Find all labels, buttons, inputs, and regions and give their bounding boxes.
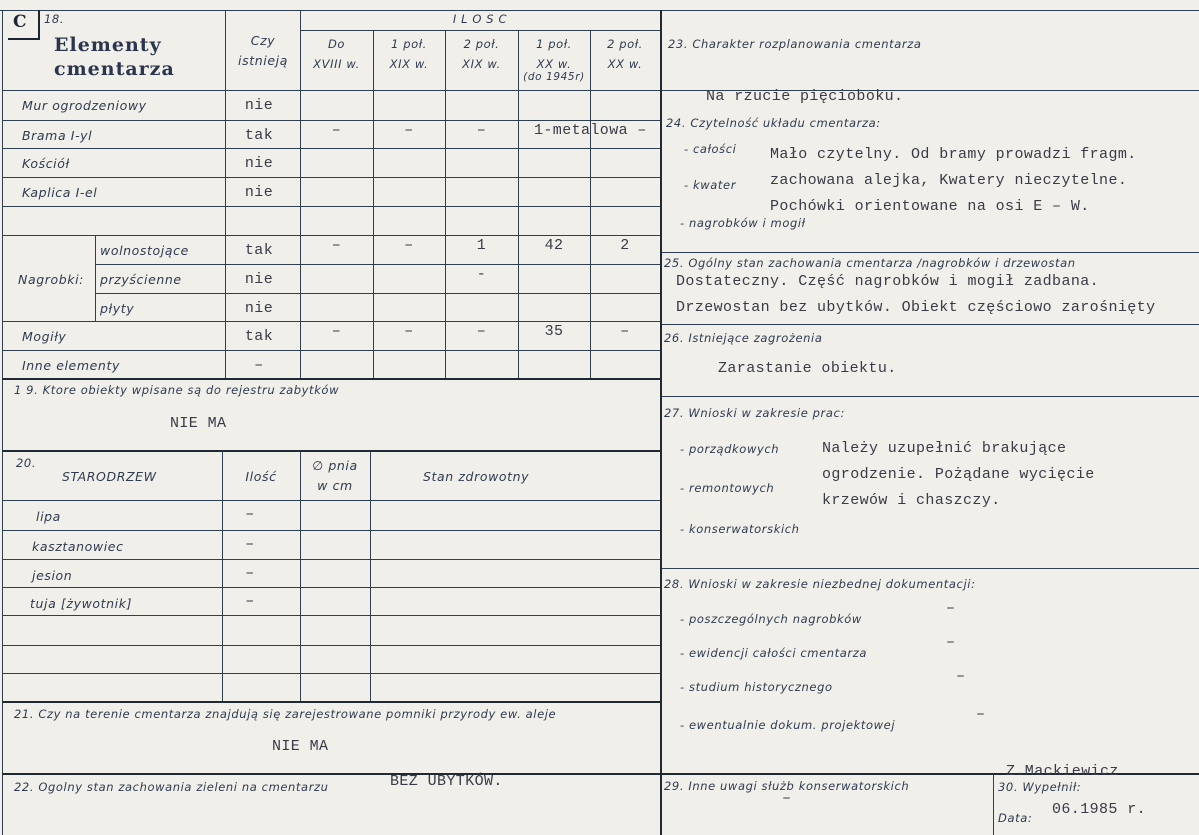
element-row-label: Mogiły	[22, 329, 67, 344]
sec19-label: 1 9. Ktore obiekty wpisane są do rejestru zabytków	[14, 383, 340, 397]
section-line	[2, 701, 660, 703]
period-header-line2: XIX w.	[462, 57, 501, 71]
period-header-line1: 1 poł.	[391, 37, 427, 51]
tree-ilosc: –	[245, 506, 255, 523]
documentation-item-label: - ewidencji całości cmentarza	[680, 646, 868, 660]
sec18-title-line2: cmentarza	[54, 58, 175, 80]
right-section-line	[662, 324, 1199, 325]
row-line	[2, 559, 660, 560]
col-ilosc: Ilość	[245, 469, 277, 484]
row-line	[2, 673, 660, 674]
element-row-value: –	[404, 237, 414, 254]
col-starodrzew: STARODRZEW	[62, 469, 157, 484]
sec20-number: 20.	[16, 456, 37, 470]
right-section-line	[662, 568, 1199, 569]
period-header-line1: Do	[327, 37, 346, 51]
sec26-value: Zarastanie obiektu.	[718, 360, 897, 377]
row-line	[2, 90, 660, 91]
sec30-date-label: Data:	[998, 811, 1033, 825]
sec25-label: 25. Ogólny stan zachowania cmentarza /nagrobków i drzewostan	[664, 256, 1076, 270]
sec26-label: 26. Istniejące zagrożenia	[664, 331, 823, 345]
element-row-value: –	[331, 122, 342, 139]
element-row-label: wolnostojące	[100, 243, 189, 258]
sec21-value: NIE MA	[272, 738, 329, 755]
element-row-label: Kościół	[22, 156, 70, 171]
period-header-line1: 2 poł.	[607, 37, 643, 51]
tree-name: kasztanowiec	[32, 539, 124, 554]
tree-ilosc: –	[245, 593, 255, 610]
element-row-exists: nie	[244, 271, 274, 288]
sec30-name: Z.Mackiewicz	[1006, 763, 1119, 780]
sec18-title-line1: Elementy	[54, 34, 162, 56]
element-row-value: –	[404, 122, 414, 139]
sec24-label: 24. Czytelność układu cmentarza:	[666, 116, 881, 130]
ilosc-header: I L O S C	[452, 12, 508, 26]
row-line	[2, 500, 660, 501]
period-header-line2: XVIII w.	[313, 57, 360, 71]
sec24-sub-kwater: - kwater	[684, 178, 737, 192]
element-row-value: 1	[476, 237, 487, 254]
row-line	[2, 206, 660, 207]
sec30-date: 06.1985 r.	[1052, 801, 1147, 818]
top-border	[0, 10, 1199, 11]
element-row-value: -	[476, 266, 487, 283]
sec24-sub-nagrobkow: - nagrobków i mogił	[680, 216, 806, 230]
row-line	[2, 120, 660, 121]
sec29-value: –	[782, 790, 792, 807]
documentation-item-label: - studium historycznego	[680, 680, 833, 694]
tree-ilosc: –	[245, 536, 255, 553]
sec29-label: 29. Inne uwagi służb konserwatorskich	[664, 779, 910, 793]
row-line	[2, 177, 660, 178]
documentation-item-label: - poszczególnych nagrobków	[680, 612, 862, 626]
sec25-line2: Drzewostan bez ubytków. Obiekt częściowo zarośnięty	[676, 299, 1156, 316]
sec20-col-line	[370, 451, 371, 701]
element-row-value: –	[404, 323, 414, 340]
element-row-label: Inne elementy	[22, 358, 120, 373]
right-section-line	[662, 396, 1199, 397]
element-row-exists: nie	[244, 184, 274, 201]
sec25-line1: Dostateczny. Część nagrobków i mogił zadbana.	[676, 273, 1100, 290]
row-line	[2, 350, 660, 351]
row-line	[2, 235, 660, 236]
row-line	[95, 264, 660, 265]
sec27-line3: krzewów i chaszczy.	[822, 492, 1001, 509]
section-line	[2, 450, 660, 452]
element-row-label: Kaplica I-el	[22, 185, 98, 200]
element-row-label: Mur ogrodzeniowy	[22, 98, 147, 113]
sec18-number: 18.	[44, 12, 65, 26]
sec24-line2: zachowana alejka, Kwatery nieczytelne.	[770, 172, 1128, 189]
sec24-line1: Mało czytelny. Od bramy prowadzi fragm.	[770, 146, 1137, 163]
element-row-label: Brama I-yl	[22, 128, 93, 143]
tree-name: jesion	[32, 568, 73, 583]
row-line	[95, 293, 660, 294]
sec27-line1: Należy uzupełnić brakujące	[822, 440, 1067, 457]
sec22-value: BEZ UBYTKÓW.	[390, 773, 503, 790]
sec18-nagrobki-line	[95, 236, 96, 321]
row-line	[2, 530, 660, 531]
tree-name: lipa	[36, 509, 61, 524]
col-pnia-line2: w cm	[317, 478, 353, 493]
element-row-value: –	[331, 237, 342, 254]
sec23-label: 23. Charakter rozplanowania cmentarza	[668, 37, 922, 51]
element-row-label: przyścienne	[100, 272, 182, 287]
sec24-line3: Pochówki orientowane na osi E – W.	[770, 198, 1090, 215]
element-row-value: 2	[620, 237, 630, 254]
period-header-line1: 2 poł.	[463, 37, 500, 51]
section-line	[2, 378, 660, 380]
nagrobki-label: Nagrobki:	[18, 272, 84, 287]
card-letter: C	[13, 12, 27, 32]
sec21-label: 21. Czy na terenie cmentarza znajdują się zarejestrowane pomniki przyrody ew. aleje	[14, 707, 557, 721]
sec19-value: NIE MA	[170, 415, 227, 432]
row-line	[2, 321, 660, 322]
row-line	[2, 148, 660, 149]
element-row-value: 1-metalowa –	[534, 122, 647, 139]
documentation-item-label: - ewentualnie dokum. projektowej	[680, 718, 896, 732]
element-row-exists: nie	[244, 300, 274, 317]
element-row-exists: nie	[244, 97, 274, 114]
left-border	[2, 10, 3, 835]
row-line	[2, 615, 660, 616]
element-row-value: 35	[544, 323, 564, 340]
documentation-item-value: –	[946, 600, 956, 617]
element-row-exists: tak	[244, 127, 274, 144]
sec27-sub-porzadkowych: - porządkowych	[680, 442, 780, 456]
tree-name: tuja [żywotnik]	[30, 596, 133, 611]
tree-ilosc: –	[245, 565, 255, 582]
sec23-value: Na rzucie pięcioboku.	[706, 88, 904, 105]
element-row-value: –	[331, 323, 342, 340]
ilosc-underline	[300, 30, 660, 31]
sec28-label: 28. Wnioski w zakresie niezbednej dokumentacji:	[664, 577, 976, 591]
sec27-sub-remontowych: - remontowych	[680, 481, 775, 495]
element-row-label: płyty	[100, 301, 135, 316]
element-row-value: –	[476, 122, 487, 139]
documentation-item-value: –	[976, 706, 986, 723]
col-czy-line2: istnieją	[238, 53, 288, 68]
sec27-line2: ogrodzenie. Pożądane wycięcie	[822, 466, 1095, 483]
period-header-line3: (do 1945r)	[523, 71, 585, 83]
element-row-exists: tak	[244, 242, 274, 259]
documentation-item-value: –	[956, 668, 966, 685]
element-row-value: 42	[544, 237, 564, 254]
right-section-line	[662, 252, 1199, 253]
period-header-line2: XIX w.	[389, 57, 429, 71]
period-header-line2: XX w.	[536, 57, 572, 71]
sec27-sub-konserwatorskich: - konserwatorskich	[680, 522, 800, 536]
documentation-item-value: –	[946, 634, 956, 651]
element-row-value: –	[476, 323, 487, 340]
period-header-line2: XX w.	[607, 57, 643, 71]
col-czy-line1: Czy	[250, 33, 276, 48]
element-row-exists: nie	[244, 155, 274, 172]
period-header-line1: 1 poł.	[536, 37, 572, 51]
element-row-value: –	[620, 323, 630, 340]
row-line	[2, 645, 660, 646]
col-stan-zdrowotny: Stan zdrowotny	[423, 469, 530, 484]
sec27-label: 27. Wnioski w zakresie prac:	[664, 406, 845, 420]
sec29-30-divider	[993, 774, 994, 835]
sec22-label: 22. Ogolny stan zachowania zieleni na cmentarzu	[14, 780, 329, 794]
element-row-exists: tak	[244, 328, 274, 345]
sec30-label: 30. Wypełnił:	[998, 780, 1082, 794]
sec24-sub-calosci: - całości	[684, 142, 737, 156]
row-line	[2, 587, 660, 588]
element-row-exists: –	[254, 357, 264, 374]
col-pnia-line1: ∅ pnia	[312, 458, 358, 473]
